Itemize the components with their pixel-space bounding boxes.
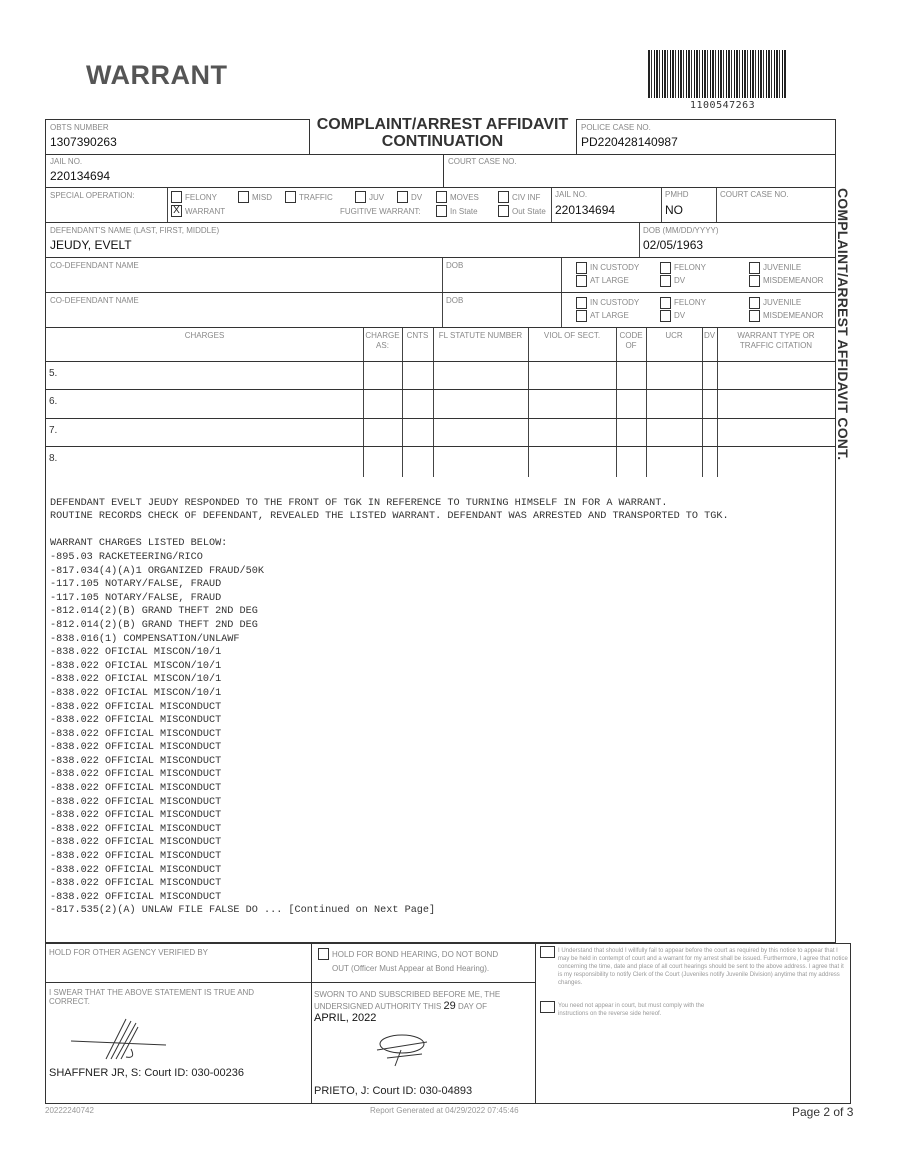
- narrative-line: -838.022 OFICIAL MISCON/10/1: [50, 687, 222, 699]
- notice-appear-text: I Understand that should I willfully fail to appear before the court as required by this notice to appear that I may be held in contempt of court and a warrant for my arrest shall be issued. Furthermore, I agree that notice concerning the time, date and place of all court hearings should be sent to the above address. I agree that it is my responsibility to notify Clerk of the Court (Juveniles notify Juvenile Division) anytime that my address changes.: [558, 948, 848, 986]
- codef2-felony-checkbox[interactable]: [660, 297, 671, 309]
- misd-checkbox[interactable]: [238, 191, 249, 203]
- hold-bond-line2: OUT (Officer Must Appear at Bond Hearing).: [332, 964, 490, 973]
- codef1-label: CO-DEFENDANT NAME: [50, 261, 139, 270]
- narrative-line: -838.022 OFFICIAL MISCONDUCT: [50, 878, 222, 890]
- jail-no2-label: JAIL NO.: [555, 190, 588, 199]
- narrative-line: WARRANT CHARGES LISTED BELOW:: [50, 538, 228, 550]
- codef2-juvenile-label: JUVENILE: [763, 298, 802, 307]
- codef1-misdemeanor-label: MISDEMEANOR: [763, 276, 824, 285]
- out-state-checkbox[interactable]: [498, 205, 509, 217]
- hold-bond-line1: HOLD FOR BOND HEARING, DO NOT BOND: [332, 950, 499, 959]
- codef2-at-large-checkbox[interactable]: [576, 310, 587, 322]
- form-title-line2: CONTINUATION: [381, 133, 504, 150]
- narrative-line: -812.014(2)(B) GRAND THEFT 2ND DEG: [50, 619, 258, 631]
- narrative-line: -117.105 NOTARY/FALSE, FRAUD: [50, 592, 222, 604]
- side-form-label: COMPLAINT/ARREST AFFIDAVIT CONT.: [835, 188, 851, 461]
- police-case-value: PD220428140987: [581, 135, 678, 149]
- defendant-name-label: DEFENDANT'S NAME (LAST, FIRST, MIDDLE): [50, 226, 220, 235]
- in-state-checkbox[interactable]: [436, 205, 447, 217]
- codef2-dob-label: DOB: [446, 296, 464, 305]
- codef1-misdemeanor-checkbox[interactable]: [749, 275, 760, 287]
- codef2-at-large-label: AT LARGE: [590, 311, 629, 320]
- col-charges: CHARGES: [184, 331, 225, 340]
- codef1-dob-label: DOB: [446, 261, 464, 270]
- codef2-misdemeanor-checkbox[interactable]: [749, 310, 760, 322]
- hold-other-agency-label: HOLD FOR OTHER AGENCY VERIFIED BY: [49, 948, 208, 957]
- narrative-line: -838.022 OFFICIAL MISCONDUCT: [50, 783, 222, 795]
- officer-name: SHAFFNER JR, S: Court ID: 030-00236: [49, 1067, 245, 1079]
- charge-row-6: 6.: [49, 396, 58, 407]
- notice-comply-checkbox[interactable]: [540, 1001, 555, 1013]
- out-state-label: Out State: [512, 207, 546, 216]
- jail-number-field: [45, 154, 445, 188]
- codef1-dv-label: DV: [674, 276, 686, 285]
- col-code-of: CODE OF: [619, 331, 643, 350]
- codef2-felony-label: FELONY: [674, 298, 707, 307]
- dob-label: DOB (MM/DD/YYYY): [643, 226, 719, 235]
- codef2-misdemeanor-label: MISDEMEANOR: [763, 311, 824, 320]
- codef2-dv-checkbox[interactable]: [660, 310, 671, 322]
- notice-appear-checkbox[interactable]: [540, 946, 555, 958]
- codef1-at-large-label: AT LARGE: [590, 276, 629, 285]
- felony-label: FELONY: [185, 193, 218, 202]
- police-case-label: POLICE CASE NO.: [581, 123, 651, 132]
- jail-no-label: JAIL NO.: [50, 157, 83, 166]
- narrative-line: DEFENDANT EVELT JEUDY RESPONDED TO THE FRONT OF TGK IN REFERENCE TO TURNING HIMSELF IN FOR A WARRANT.: [50, 497, 668, 509]
- sworn-prefix: UNDERSIGNED AUTHORITY THIS: [314, 1002, 442, 1011]
- narrative-line: [50, 524, 729, 538]
- form-title: [310, 116, 575, 150]
- obts-label: OBTS NUMBER: [50, 123, 109, 132]
- codef1-in-custody-checkbox[interactable]: [576, 262, 587, 274]
- charge-row-5: 5.: [49, 368, 58, 379]
- obts-value: 1307390263: [50, 135, 117, 149]
- pmhd-label: PMHD: [665, 190, 689, 199]
- narrative-line: -117.105 NOTARY/FALSE, FRAUD: [50, 579, 222, 591]
- narrative-line: -817.034(4)(A)1 ORGANIZED FRAUD/50K: [50, 565, 264, 577]
- codef1-in-custody-label: IN CUSTODY: [590, 263, 640, 272]
- narrative-line: -817.535(2)(A) UNLAW FILE FALSE DO ... [Continued on Next Page]: [50, 905, 436, 917]
- codef1-juvenile-checkbox[interactable]: [749, 262, 760, 274]
- col-fl-statute: FL STATUTE NUMBER: [438, 331, 523, 340]
- police-case-field: [576, 119, 836, 155]
- narrative-line: -812.014(2)(B) GRAND THEFT 2ND DEG: [50, 606, 258, 618]
- col-cnts: CNTS: [406, 331, 429, 340]
- narrative-line: -838.022 OFFICIAL MISCONDUCT: [50, 715, 222, 727]
- in-state-label: In State: [450, 207, 478, 216]
- officer-signature-icon: [66, 1011, 186, 1061]
- special-operation-label: SPECIAL OPERATION:: [50, 191, 135, 200]
- moves-label: MOVES: [450, 193, 479, 202]
- jail-no-value: 220134694: [50, 169, 111, 183]
- charges-table: [45, 327, 836, 478]
- codef2-dv-label: DV: [674, 311, 686, 320]
- col-viol-of-sect: VIOL OF SECT.: [543, 331, 601, 340]
- narrative-line: -838.022 OFFICIAL MISCONDUCT: [50, 891, 222, 903]
- traffic-label: TRAFFIC: [299, 193, 333, 202]
- codef2-in-custody-label: IN CUSTODY: [590, 298, 640, 307]
- narrative-line: -838.022 OFFICIAL MISCONDUCT: [50, 864, 222, 876]
- col-ucr: UCR: [665, 331, 683, 340]
- narrative-line: -838.022 OFFICIAL MISCONDUCT: [50, 701, 222, 713]
- jail-no2-value: 220134694: [555, 203, 616, 217]
- charge-row-8: 8.: [49, 453, 58, 464]
- narrative-line: -895.03 RACKETEERING/RICO: [50, 551, 203, 563]
- col-dv: DV: [703, 331, 716, 340]
- form-title-line1: COMPLAINT/ARREST AFFIDAVIT: [316, 116, 569, 133]
- juv-label: JUV: [369, 193, 385, 202]
- document-id: 20222240742: [45, 1106, 94, 1115]
- page-number: Page 2 of 3: [792, 1105, 854, 1119]
- document-type-title: WARRANT: [86, 60, 228, 90]
- codef1-juvenile-label: JUVENILE: [763, 263, 802, 272]
- hold-other-agency-field: [45, 943, 312, 983]
- codef1-dv-checkbox[interactable]: [660, 275, 671, 287]
- sworn-month-year: APRIL, 2022: [314, 1012, 377, 1024]
- narrative-line: -838.022 OFFICIAL MISCONDUCT: [50, 769, 222, 781]
- hold-bond-field: [311, 943, 536, 983]
- notary-name: PRIETO, J: Court ID: 030-04893: [314, 1085, 473, 1097]
- pmhd-value: NO: [665, 203, 683, 217]
- narrative-line: -838.016(1) COMPENSATION/UNLAWF: [50, 633, 240, 645]
- narrative-line: -838.022 OFFICIAL MISCONDUCT: [50, 810, 222, 822]
- defendant-row: [45, 222, 836, 258]
- charge-row-7: 7.: [49, 425, 58, 436]
- notice-comply-text: You need not appear in court, but must comply with the instructions on the reverse side hereof.: [558, 1003, 705, 1017]
- codef2-in-custody-checkbox[interactable]: [576, 297, 587, 309]
- sworn-line1: SWORN TO AND SUBSCRIBED BEFORE ME, THE: [314, 990, 501, 999]
- narrative-line: -838.022 OFICIAL MISCON/10/1: [50, 660, 222, 672]
- narrative-line: -838.022 OFFICIAL MISCONDUCT: [50, 837, 222, 849]
- sworn-suffix: DAY OF: [458, 1002, 488, 1011]
- civ-inf-label: CIV INF: [512, 193, 541, 202]
- narrative-line: ROUTINE RECORDS CHECK OF DEFENDANT, REVEALED THE LISTED WARRANT. DEFENDANT WAS ARRESTED AND TRANSPORTED TO TGK.: [50, 511, 729, 523]
- narrative-line: -838.022 OFFICIAL MISCONDUCT: [50, 851, 222, 863]
- misd-label: MISD: [252, 193, 272, 202]
- barcode: [648, 50, 786, 98]
- officer-signature-box: [45, 982, 312, 1104]
- felony-checkbox[interactable]: [171, 191, 182, 203]
- co-defendant-row-1: [45, 257, 836, 293]
- moves-checkbox[interactable]: [436, 191, 447, 203]
- defendant-name-value: JEUDY, EVELT: [50, 238, 132, 252]
- court-notice-box: [535, 943, 851, 1104]
- hold-bond-checkbox[interactable]: [318, 948, 329, 960]
- codef2-label: CO-DEFENDANT NAME: [50, 296, 139, 305]
- barcode-number: 1100547263: [690, 100, 756, 111]
- obts-number-field: [45, 119, 310, 155]
- court-case-label: COURT CASE NO.: [448, 157, 517, 166]
- warrant-checkbox[interactable]: X: [171, 205, 182, 217]
- codef1-at-large-checkbox[interactable]: [576, 275, 587, 287]
- report-generated: Report Generated at 04/29/2022 07:45:46: [370, 1106, 519, 1115]
- swear-line2: CORRECT.: [49, 997, 90, 1006]
- court-case2-label: COURT CASE NO.: [720, 190, 789, 199]
- codef2-juvenile-checkbox[interactable]: [749, 297, 760, 309]
- swear-line1: I SWEAR THAT THE ABOVE STATEMENT IS TRUE AND: [49, 988, 255, 997]
- narrative-line: -838.022 OFFICIAL MISCONDUCT: [50, 742, 222, 754]
- narrative-line: -838.022 OFFICIAL MISCONDUCT: [50, 796, 222, 808]
- sworn-day: 29: [443, 1000, 456, 1012]
- sworn-line2: [314, 1000, 487, 1012]
- dv-label: DV: [411, 193, 423, 202]
- fugitive-warrant-label: FUGITIVE WARRANT:: [340, 207, 421, 216]
- co-defendant-row-2: [45, 292, 836, 328]
- narrative-line: -838.022 OFFICIAL MISCONDUCT: [50, 755, 222, 767]
- narrative-line: -838.022 OFICIAL MISCON/10/1: [50, 674, 222, 686]
- narrative-text: [50, 483, 729, 932]
- col-charge-as: CHARGE AS:: [365, 331, 400, 350]
- civ-inf-checkbox[interactable]: [498, 191, 509, 203]
- warrant-label: WARRANT: [185, 207, 226, 216]
- dob-value: 02/05/1963: [643, 238, 704, 252]
- notary-signature-box: [311, 982, 536, 1104]
- dv-checkbox[interactable]: [397, 191, 408, 203]
- juv-checkbox[interactable]: [355, 191, 366, 203]
- traffic-checkbox[interactable]: [285, 191, 296, 203]
- codef1-felony-label: FELONY: [674, 263, 707, 272]
- narrative-line: -838.022 OFFICIAL MISCONDUCT: [50, 823, 222, 835]
- col-warrant-type: WARRANT TYPE OR TRAFFIC CITATION: [737, 331, 815, 350]
- narrative-line: -838.022 OFFICIAL MISCONDUCT: [50, 728, 222, 740]
- narrative-line: -838.022 OFICIAL MISCON/10/1: [50, 647, 222, 659]
- notary-signature-icon: [367, 1028, 437, 1068]
- codef1-felony-checkbox[interactable]: [660, 262, 671, 274]
- court-case-field: [443, 154, 836, 188]
